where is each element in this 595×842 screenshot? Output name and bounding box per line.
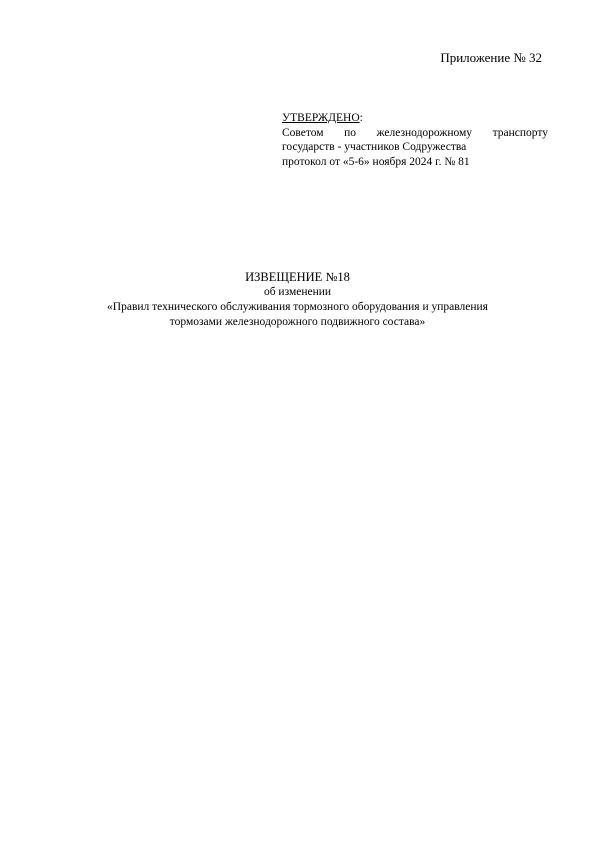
approval-heading-suffix: : [359,112,363,124]
notice-rule-line: тормозами железнодорожного подвижного состава» [169,316,426,328]
approval-heading-text: УТВЕРЖДЕНО [282,112,360,124]
approval-body-line: протокол от «5-6» ноября 2024 г. № 81 [282,155,470,168]
notice-block [0,269,595,330]
appendix-label: Приложение № 32 [440,50,542,65]
notice-subtitle: об изменении [263,286,332,298]
approval-body-line: государств - участников Содружества [282,141,467,153]
notice-title: ИЗВЕЩЕНИЕ №18 [245,270,350,284]
approval-heading [282,111,548,126]
approval-body-line: Советом по железнодорожному транспорту [282,126,548,139]
approval-block [282,111,548,169]
notice-rule-line: «Правил технического обслуживания тормозного оборудования и управления [107,301,488,313]
